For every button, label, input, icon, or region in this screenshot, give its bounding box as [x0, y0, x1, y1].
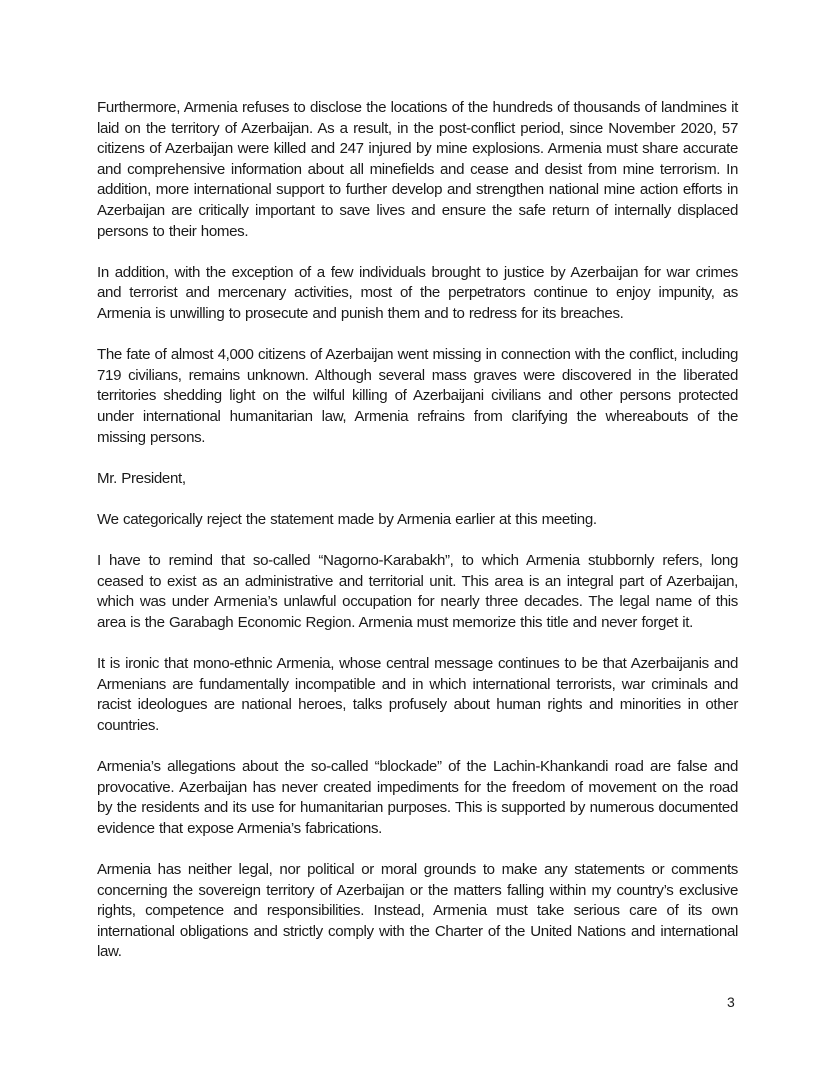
salutation: Mr. President, [97, 469, 186, 487]
paragraph-landmines: Furthermore, Armenia refuses to disclose the locations of the hundreds of thousands of landmines it laid on the territory of Azerbaijan. As a result, in the post-conflict period, since November 2020, 57 citizens of Azerbaijan were killed and 247 injured by mine explosions. Armenia must share accurate and comprehensive information about all minefields and cease and desist from mine terrorism. In addition, more international support to further develop and strengthen national mine action efforts in Azerbaijan are critically important to save lives and ensure the safe return of internally displaced persons to their homes. [97, 99, 738, 240]
paragraph-rejection: We categorically reject the statement made by Armenia earlier at this meeting. [97, 510, 597, 528]
paragraph-lachin-road: Armenia’s allegations about the so-called “blockade” of the Lachin-Khankandi road are false and provocative. Azerbaijan has never created impediments for the freedom of movement on the road by the residents and its use for humanitarian purposes. This is supported by numerous documented evidence that expose Armenia’s fabrications. [97, 758, 738, 837]
page-number: 3 [727, 994, 735, 1010]
paragraph-sovereignty: Armenia has neither legal, nor political or moral grounds to make any statements or comments concerning the sovereign territory of Azerbaijan or the matters falling within my country’s exclusive rights, competence and responsibilities. Instead, Armenia must take serious care of its own international obligations and strictly comply with the Charter of the United Nations and international law. [97, 860, 738, 961]
paragraph-missing-persons: The fate of almost 4,000 citizens of Azerbaijan went missing in connection with the conflict, including 719 civilians, remains unknown. Although several mass graves were discovered in the liberated territories shedding light on the wilful killing of Azerbaijani civilians and other persons protected under international humanitarian law, Armenia refrains from clarifying the whereabouts of the missing persons. [97, 346, 738, 446]
paragraph-impunity: In addition, with the exception of a few individuals brought to justice by Azerbaijan for war crimes and terrorist and mercenary activities, most of the perpetrators continue to enjoy impunity, as Armenia is unwilling to prosecute and punish them and to redress for its breaches. [97, 263, 738, 322]
paragraph-mono-ethnic: It is ironic that mono-ethnic Armenia, whose central message continues to be that Azerbaijanis and Armenians are fundamentally incompatible and in which international terrorists, war criminals and racist ideologues are national heroes, talks profusely about human rights and minorities in other countries. [97, 655, 738, 734]
document-body [97, 98, 738, 984]
paragraph-garabagh: I have to remind that so-called “Nagorno-Karabakh”, to which Armenia stubbornly refers, long ceased to exist as an administrative and territorial unit. This area is an integral part of Azerbaijan, which was under Armenia’s unlawful occupation for nearly three decades. The legal name of this area is the Garabagh Economic Region. Armenia must memorize this title and never forget it. [97, 552, 738, 631]
